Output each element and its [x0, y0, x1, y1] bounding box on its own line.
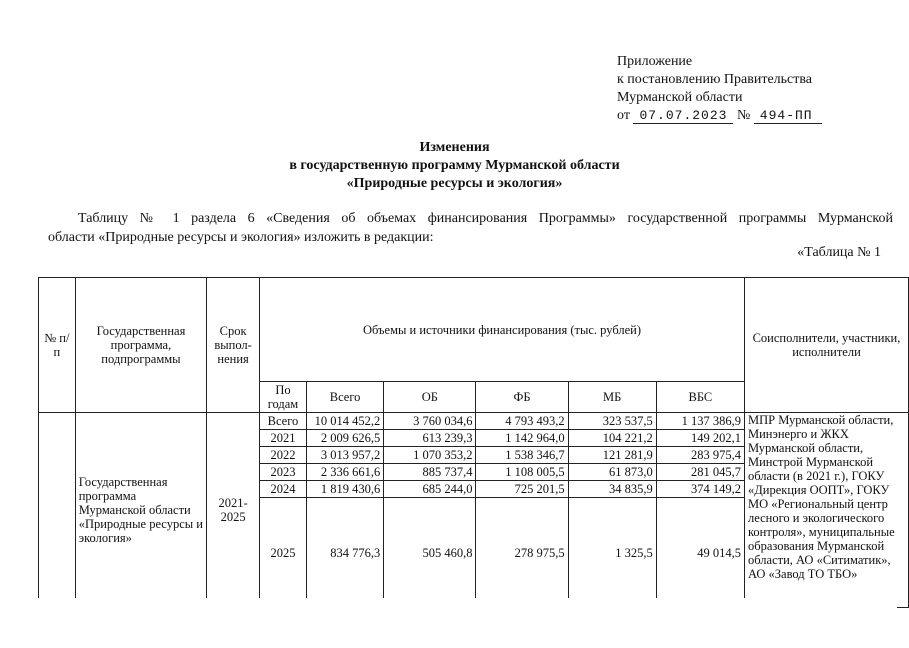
- subheader-fb: ФБ: [476, 382, 568, 413]
- cell-ob: 685 244,0: [384, 481, 476, 498]
- cell-mb: 121 281,9: [568, 447, 656, 464]
- cell-ob: 1 070 353,2: [384, 447, 476, 464]
- row-number-cell: [39, 413, 76, 608]
- subheader-total: Всего: [306, 382, 383, 413]
- cell-fb: 1 538 346,7: [476, 447, 568, 464]
- appendix-header: [617, 53, 822, 125]
- header-term: Срок выпол-нения: [207, 278, 260, 413]
- subheader-mb: МБ: [568, 382, 656, 413]
- header-executors: Соисполнители, участники, исполнители: [744, 278, 908, 413]
- paragraph-line-1: Таблицу № 1 раздела 6 «Сведения об объемах финансирования Программы» государственной программы Мурманской: [78, 211, 893, 226]
- cell-vbs: 49 014,5: [656, 498, 744, 608]
- cell-ob: 885 737,4: [384, 464, 476, 481]
- cell-fb: 725 201,5: [476, 481, 568, 498]
- cell-vbs: 149 202,1: [656, 430, 744, 447]
- subheader-year: По годам: [260, 382, 307, 413]
- table-label: «Таблица № 1: [797, 245, 881, 260]
- cell-year: Всего: [260, 413, 307, 430]
- cell-total: 1 819 430,6: [306, 481, 383, 498]
- cell-mb: 104 221,2: [568, 430, 656, 447]
- date-prefix: от: [617, 108, 630, 123]
- program-name: Государственная программа Мурманской области «Природные ресурсы и экология»: [75, 413, 206, 608]
- cell-total: 2 009 626,5: [306, 430, 383, 447]
- cell-vbs: 283 975,4: [656, 447, 744, 464]
- document-title: [0, 139, 909, 193]
- appendix-line-3: Мурманской области: [617, 90, 743, 105]
- cell-ob: 3 760 034,6: [384, 413, 476, 430]
- instruction-paragraph: [48, 209, 893, 247]
- table-header-row: [39, 278, 909, 382]
- cell-ob: 613 239,3: [384, 430, 476, 447]
- subheader-vbs: ВБС: [656, 382, 744, 413]
- appendix-line-2: к постановлению Правительства: [617, 72, 813, 87]
- cell-vbs: 281 045,7: [656, 464, 744, 481]
- cell-fb: 1 142 964,0: [476, 430, 568, 447]
- cell-mb: 1 325,5: [568, 498, 656, 608]
- cell-year: 2024: [260, 481, 307, 498]
- header-program: Государственная программа, подпрограммы: [75, 278, 206, 413]
- header-num: № п/п: [39, 278, 76, 413]
- title-line-1: Изменения: [419, 140, 490, 155]
- title-line-3: «Природные ресурсы и экология»: [346, 176, 563, 191]
- executors-list: МПР Мурманской области, Минэнерго и ЖКХ Мурманской области, Минстрой Мурманской области (в 2021 г.), ГОКУ «Дирекция ООПТ», ГОКУ МО «Региональный центр лесного и экологического контроля», муниципальные образования Мурманской области, АО «Ситиматик», АО «Завод ТО ТБО»: [744, 413, 908, 608]
- page-crop-mask: [37, 598, 897, 648]
- appendix-line-1: Приложение: [617, 54, 693, 69]
- cell-vbs: 374 149,2: [656, 481, 744, 498]
- cell-year: 2023: [260, 464, 307, 481]
- document-number: 494-ПП: [754, 109, 822, 124]
- cell-year: 2021: [260, 430, 307, 447]
- cell-vbs: 1 137 386,9: [656, 413, 744, 430]
- table-row: [39, 413, 909, 430]
- cell-mb: 34 835,9: [568, 481, 656, 498]
- cell-ob: 505 460,8: [384, 498, 476, 608]
- title-line-2: в государственную программу Мурманской области: [289, 158, 620, 173]
- cell-total: 2 336 661,6: [306, 464, 383, 481]
- cell-total: 3 013 957,2: [306, 447, 383, 464]
- appendix-date-line: [617, 107, 822, 125]
- subheader-ob: ОБ: [384, 382, 476, 413]
- header-funding: Объемы и источники финансирования (тыс. рублей): [260, 278, 745, 382]
- paragraph-line-2: области «Природные ресурсы и экология» изложить в редакции:: [48, 230, 434, 245]
- cell-total: 10 014 452,2: [306, 413, 383, 430]
- cell-fb: 1 108 005,5: [476, 464, 568, 481]
- cell-total: 834 776,3: [306, 498, 383, 608]
- program-term: 2021-2025: [207, 413, 260, 608]
- cell-mb: 61 873,0: [568, 464, 656, 481]
- cell-mb: 323 537,5: [568, 413, 656, 430]
- cell-fb: 278 975,5: [476, 498, 568, 608]
- funding-table: [38, 277, 909, 608]
- cell-fb: 4 793 493,2: [476, 413, 568, 430]
- document-date: 07.07.2023: [633, 109, 733, 124]
- number-prefix: №: [736, 108, 751, 123]
- cell-year: 2025: [260, 498, 307, 608]
- cell-year: 2022: [260, 447, 307, 464]
